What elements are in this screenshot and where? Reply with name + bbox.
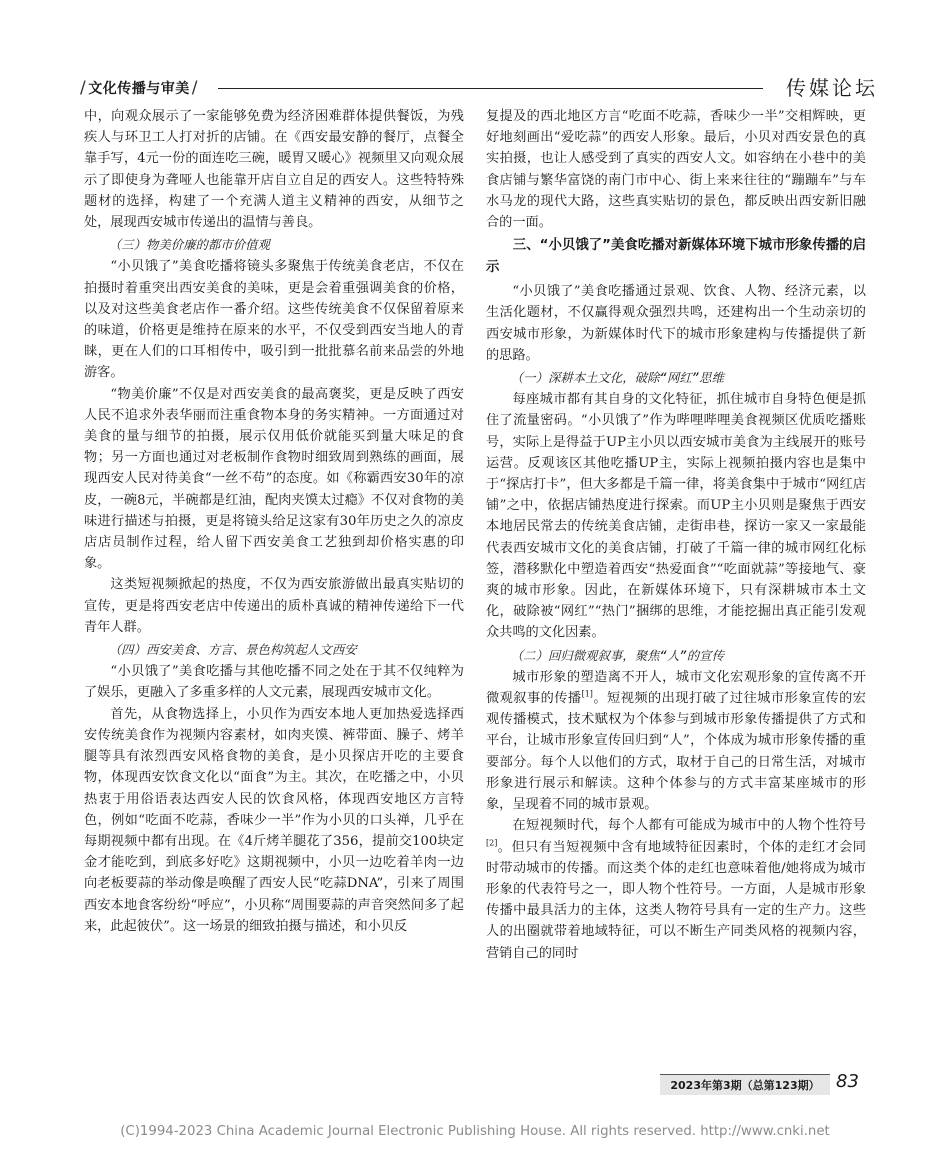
- journal-name: 传媒论坛: [786, 76, 878, 100]
- citation-ref: [2]: [486, 838, 498, 848]
- right-column: [486, 106, 866, 964]
- paragraph: “小贝饿了”美食吃播将镜头多聚焦于传统美食老店，不仅在拍摄时着重突出西安美食的美味，更是会着重强调美食的价格，以及对这些美食老店作一番介绍。这些传统美食不仅保留着原来的味道，价格更是维持在原来的水平，不仅受到西安当地人的青睐，更在人们的口耳相传中，吸引到一批批慕名前来品尝的外地游客。: [84, 259, 464, 381]
- paragraph: 城市形象的塑造离不开人，城市文化宏观形象的宣传离不开微观叙事的传播[1]。短视频的出现打破了过往城市形象宣传的宏观传播模式，技术赋权为个体参与到城市形象传播提供了方式和平台，让城市形象宣传回归到“人”，个体成为城市形象传播的重要部分。每个人以他们的方式，取材于自己的日常生活，对城市形象进行展示和解读。这种个体参与的方式丰富某座城市的形象，呈现着不同的城市景观。: [486, 669, 866, 813]
- subsection-heading: （二）回归微观叙事，聚焦“人”的宣传: [510, 647, 724, 663]
- section-heading: 三、“小贝饿了”美食吃播对新媒体环境下城市形象传播的启示: [486, 238, 866, 276]
- copyright-notice: (C)1994-2023 China Academic Journal Electronic Publishing House. All rights reserved. http://www.cnki.net: [120, 1124, 830, 1139]
- paragraph: 这类短视频掀起的热度，不仅为西安旅游做出最真实贴切的宣传，更是将西安老店中传递出的质朴真诚的精神传递给下一代青年人群。: [84, 577, 464, 635]
- paragraph: 首先，从食物选择上，小贝作为西安本地人更加热爱选择西安传统美食作为视频内容素材，如肉夹馍、裤带面、臊子、烤羊腿等具有浓烈西安风格食物的美食，是小贝探店开吃的主要食物，体现西安饮食文化以“面食”为主。其次，在吃播之中，小贝热衷于用俗语表达西安人民的饮食风格，体现西安地区方言特色，例如“吃面不吃蒜，香味少一半”作为小贝的口头禅，几乎在每期视频中都有出现。在《4斤烤羊腿花了356，提前交100块定金才能吃到，到底多好吃》这期视频中，小贝一边吃着羊肉一边向老板要蒜的举动像是唤醒了西安人民“吃蒜DNA”，引来了周围西安本地食客纷纷“呼应”，小贝称“周围要蒜的声音突然间多了起来，此起彼伏”。这一场景的细致拍摄与描述，和小贝反: [84, 706, 464, 934]
- citation-ref: [1]: [581, 689, 593, 699]
- paragraph: 中，向观众展示了一家能够免费为经济困难群体提供餐饭，为残疾人与环卫工人打对折的店铺。在《西安最安静的餐厅，点餐全靠手写，4元一份的面连吃三碗，暖胃又暖心》视频里又向观众展示了即使身为聋哑人也能靠开店自立自足的西安人。这些特特殊题材的选择，构建了一个充满人道主义精神的西安，从细节之处，展现西安城市传递出的温情与善良。: [84, 109, 464, 231]
- paragraph: 每座城市都有其自身的文化特征，抓住城市自身特色便是抓住了流量密码。“小贝饿了”作为哔哩哔哩美食视频区优质吃播账号，实际上是得益于UP主小贝以西安城市美食为主线展开的账号运营。反观该区其他吃播UP主，实际上视频拍摄内容也是集中于“探店打卡”，但大多都是千篇一律，将美食集中于城市“网红店铺”之中，依据店铺热度进行探索。而UP主小贝则是聚焦于西安本地居民常去的传统美食店铺，走街串巷，探访一家又一家最能代表西安城市文化的美食店铺，打破了千篇一律的城市网红化标签，潜移默化中塑造着西安“热爱面食”“吃面就蒜”等接地气、豪爽的城市形象。因此，在新媒体环境下，只有深耕城市本土文化，破除被“网红”“热门”捆绑的思维，才能挖掘出真正能引发观众共鸣的文化因素。: [486, 392, 866, 641]
- section-tag: / 文化传播与审美 /: [80, 78, 198, 98]
- subsection-heading: （四）西安美食、方言、景色构筑起人文西安: [108, 642, 357, 658]
- subsection-heading: （一）深耕本土文化，破除“网红”思维: [510, 370, 724, 386]
- paragraph: “小贝饿了”美食吃播通过景观、饮食、人物、经济元素，以生活化题材，不仅赢得观众强烈共鸣，还建构出一个生动亲切的西安城市形象，为新媒体时代下的城市形象建构与传播提供了新的思路。: [486, 284, 866, 363]
- header-rule: [218, 88, 763, 89]
- page-number: 83: [836, 1071, 859, 1092]
- paragraph: 在短视频时代，每个人都有可能成为城市中的人物个性符号[2]。但只有当短视频中含有地域特征因素时，个体的走红才会同时带动城市的传播。而这类个体的走红也意味着他/她将成为城市形象的代表符号之一，即人物个性符号。一方面，人是城市形象传播中最具活力的主体，这类人物符号具有一定的生产力。这些人的出圈就带着地域特征，可以不断生产同类风格的视频内容，营销自己的同时: [486, 818, 866, 961]
- section-title: 文化传播与审美: [88, 81, 190, 97]
- subsection-heading: （三）物美价廉的都市价值观: [108, 237, 270, 253]
- paragraph: 复提及的西北地区方言“吃面不吃蒜，香味少一半”交相辉映，更好地刻画出“爱吃蒜”的西安人形象。最后，小贝对西安景色的真实拍摄，也让人感受到了真实的西安人文。如容纳在小巷中的美食店铺与繁华富饶的南门市中心、街上来来往往的“蹦蹦车”与车水马龙的现代大路，这些真实贴切的景色，都反映出西安新旧融合的一面。: [486, 109, 866, 231]
- paragraph: “物美价廉”不仅是对西安美食的最高褒奖，更是反映了西安人民不追求外表华丽而注重食物本身的务实精神。一方面通过对美食的量与细节的拍摄，展示仅用低价就能买到量大味足的食物；另一方面也通过对老板制作食物时细致周到熟练的画面，展现西安人民对待美食“一丝不苟”的态度。如《称霸西安30年的凉皮，一碗8元，半碗都是红油，配肉夹馍太过瘾》不仅对食物的美味进行描述与拍摄，更是将镜头给足这家有30年历史之久的凉皮店店员制作过程，给人留下西安美食工艺独到却价格实惠的印象。: [84, 386, 464, 572]
- paragraph: “小贝饿了”美食吃播与其他吃播不同之处在于其不仅纯粹为了娱乐，更融入了多重多样的人文元素，展现西安城市文化。: [84, 664, 464, 701]
- left-column: [84, 106, 464, 937]
- issue-label: 2023年第3期（总第123期）: [660, 1074, 830, 1095]
